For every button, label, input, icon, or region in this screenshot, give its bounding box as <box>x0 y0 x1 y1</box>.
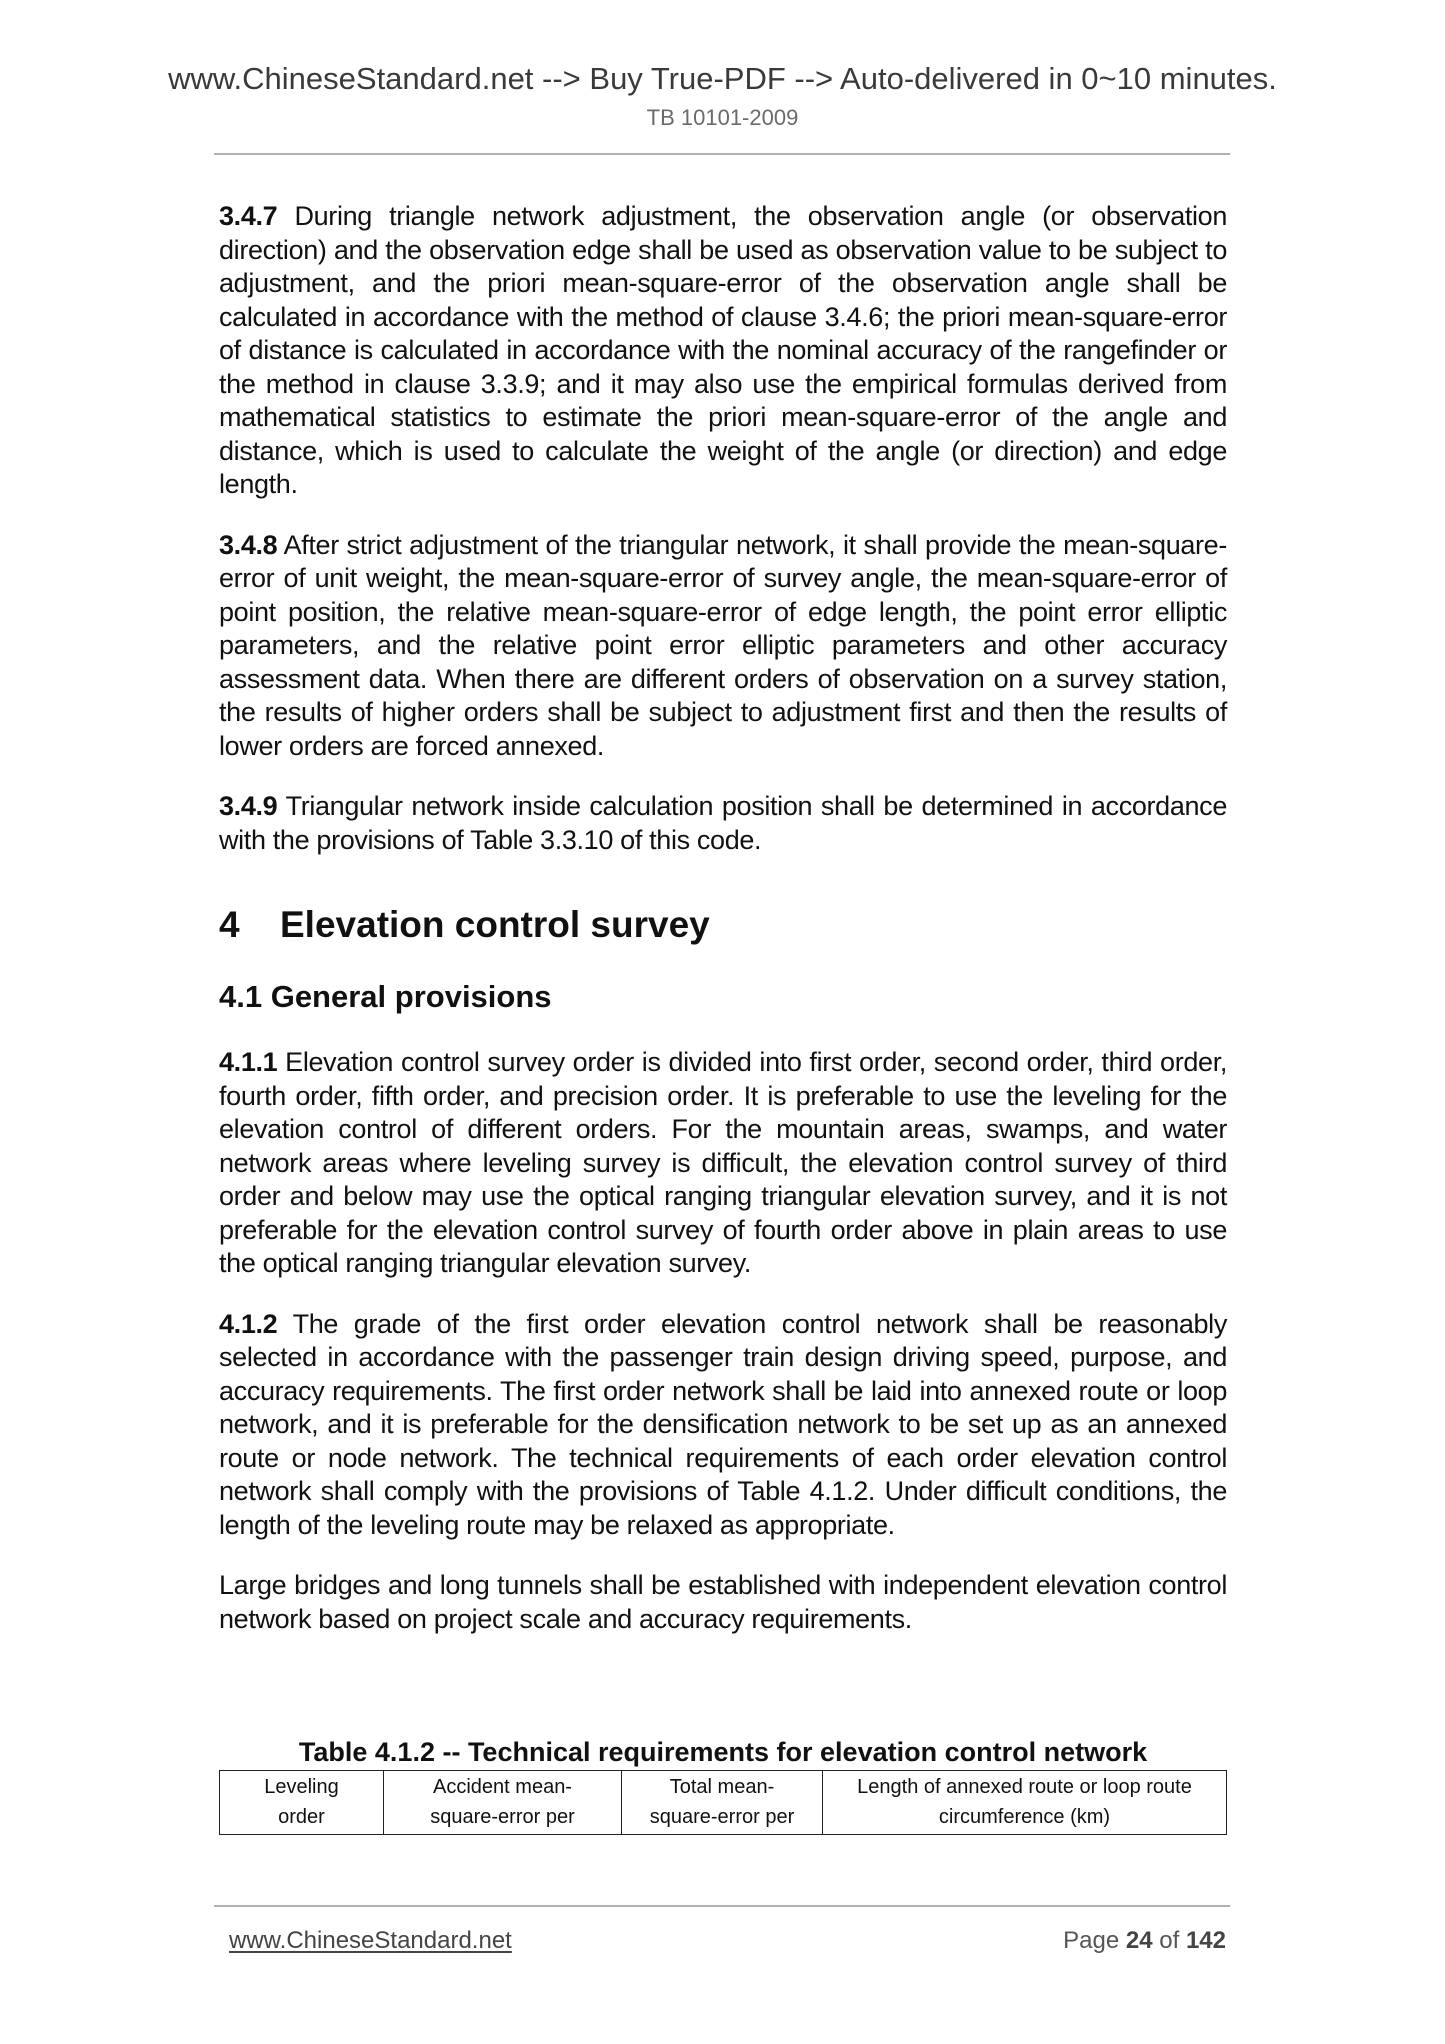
column-header-line: order <box>278 1806 325 1828</box>
clause-text: Large bridges and long tunnels shall be established with independent elevation control network based on project scale and accuracy requirements. <box>219 1570 1227 1634</box>
section-heading: 4.1 General provisions <box>219 979 552 1014</box>
clause-number: 4.1.2 <box>219 1308 278 1339</box>
clause-number: 3.4.9 <box>219 791 278 821</box>
clause-4-1-2 <box>219 1308 1227 1543</box>
column-header-line: circumference (km) <box>938 1806 1111 1828</box>
clause-4-1-1 <box>219 1046 1227 1281</box>
column-header-route-length <box>823 1771 1227 1835</box>
chapter-title: Elevation control survey <box>280 904 710 945</box>
page-indicator <box>1063 1926 1226 1956</box>
clause-text: Elevation control survey order is divided into first order, second order, third order, fourth order, fifth order, and precision order. It is preferable to use the leveling for the elevation control of different orders. For the mountain areas, swamps, and water network areas where leveling survey is difficult, the elevation control survey of third order and below may use the optical ranging triangular elevation survey, and it is not preferable for the elevation control survey of fourth order above in plain areas to use the optical ranging triangular elevation survey. <box>219 1047 1227 1278</box>
header-banner: www.ChineseStandard.net --> Buy True-PDF --> Auto-delivered in 0~10 minutes. <box>168 61 1277 96</box>
section-4-1-body <box>219 1046 1227 1663</box>
clause-text: During triangle network adjustment, the observation angle (or observation direction) and the observation edge shall be used as observation value to be subject to adjustment, and the priori mean-square-error of the observation angle shall be calculated in accordance with the method of clause 3.4.6; the priori mean-square-error of distance is calculated in accordance with the nominal accuracy of the rangefinder or the method in clause 3.3.9; and it may also use the empirical formulas derived from mathematical statistics to estimate the priori mean-square-error of the angle and distance, which is used to calculate the weight of the angle (or direction) and edge length. <box>219 201 1227 499</box>
clause-3-4-7 <box>219 200 1227 502</box>
document-code: TB 10101-2009 <box>646 105 799 130</box>
column-header-line: square-error per <box>649 1806 795 1828</box>
table-header-row <box>220 1771 1227 1835</box>
clause-text: Triangular network inside calculation position shall be determined in accordance with the provisions of Table 3.3.10 of this code. <box>219 791 1227 855</box>
clause-3-4-9 <box>219 790 1227 857</box>
clause-text: After strict adjustment of the triangular network, it shall provide the mean-square-error of unit weight, the mean-square-error of survey angle, the mean-square-error of point position, the relative mean-square-error of edge length, the point error elliptic parameters, and the relative point error elliptic parameters and other accuracy assessment data. When there are different orders of observation on a survey station, the results of higher orders shall be subject to adjustment first and then the results of lower orders are forced annexed. <box>219 529 1227 761</box>
chapter-heading <box>219 902 710 948</box>
requirements-table <box>219 1770 1227 1835</box>
clause-4-1-2-note <box>219 1569 1227 1636</box>
column-header-leveling-order <box>220 1771 384 1835</box>
header-divider <box>214 153 1230 155</box>
page-of: of <box>1159 1927 1180 1954</box>
clause-number: 3.4.8 <box>219 529 278 560</box>
clause-number: 4.1.1 <box>219 1047 278 1077</box>
footer-divider <box>214 1905 1230 1907</box>
column-header-line: Leveling <box>264 1776 339 1798</box>
column-header-line: Accident mean- <box>433 1776 572 1798</box>
column-header-accident-mse <box>384 1771 622 1835</box>
clause-text: The grade of the first order elevation control network shall be reasonably selected in accordance with the passenger train design driving speed, purpose, and accuracy requirements. The first order network shall be laid into annexed route or loop network, and it is preferable for the densification network to be set up as an annexed route or node network. The technical requirements of each order elevation control network shall comply with the provisions of Table 4.1.2. Under difficult conditions, the length of the leveling route may be relaxed as appropriate. <box>219 1308 1227 1540</box>
section-3-4-body <box>219 200 1227 884</box>
footer-website-link[interactable]: www.ChineseStandard.net <box>229 1927 512 1954</box>
page-prefix: Page <box>1063 1927 1120 1954</box>
page-total: 142 <box>1185 1927 1226 1954</box>
column-header-line: square-error per <box>430 1806 575 1828</box>
page-current: 24 <box>1125 1927 1153 1954</box>
column-header-line: Length of annexed route or loop route <box>857 1776 1192 1798</box>
clause-number: 3.4.7 <box>219 201 278 231</box>
table-title: Table 4.1.2 -- Technical requirements for elevation control network <box>298 1737 1148 1767</box>
column-header-total-mse <box>622 1771 823 1835</box>
column-header-line: Total mean- <box>669 1776 775 1798</box>
chapter-number: 4 <box>219 904 240 945</box>
clause-3-4-8 <box>219 529 1227 764</box>
